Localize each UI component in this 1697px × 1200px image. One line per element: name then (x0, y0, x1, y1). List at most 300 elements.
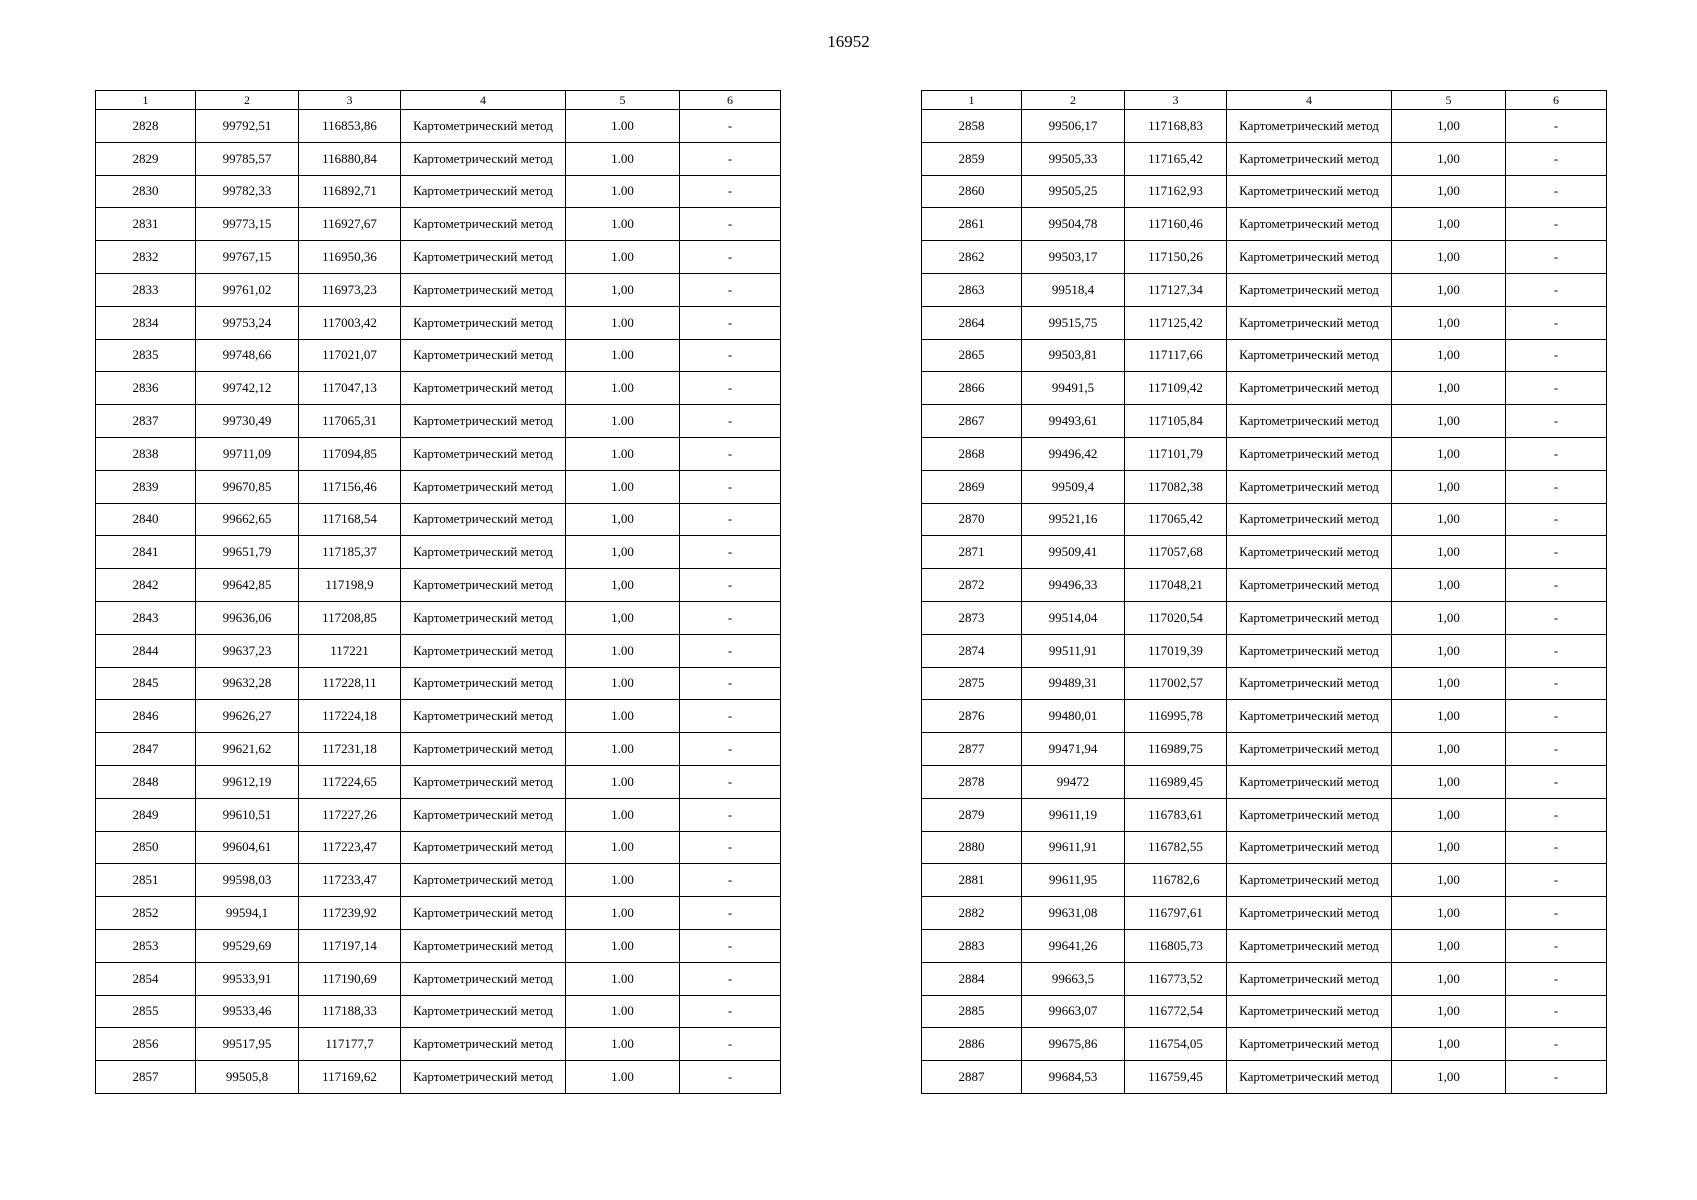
method-cell: Картометрический метод (1227, 1028, 1392, 1061)
method-cell: Картометрический метод (1227, 208, 1392, 241)
y-coordinate-cell: 117165,42 (1125, 142, 1227, 175)
description-cell: - (680, 241, 781, 274)
point-number-cell: 2878 (922, 765, 1022, 798)
x-coordinate-cell: 99642,85 (196, 569, 299, 602)
description-cell: - (1506, 470, 1607, 503)
accuracy-cell: 1,00 (1392, 175, 1506, 208)
point-number-cell: 2854 (96, 962, 196, 995)
y-coordinate-cell: 116853,86 (299, 110, 401, 143)
y-coordinate-cell: 117156,46 (299, 470, 401, 503)
point-number-cell: 2843 (96, 601, 196, 634)
table-row (96, 733, 781, 766)
accuracy-cell: 1.00 (566, 1028, 680, 1061)
accuracy-cell: 1.00 (566, 241, 680, 274)
header-cell: 1 (922, 91, 1022, 110)
y-coordinate-cell: 117125,42 (1125, 306, 1227, 339)
table-row (96, 897, 781, 930)
accuracy-cell: 1.00 (566, 1061, 680, 1094)
accuracy-cell: 1,00 (1392, 864, 1506, 897)
y-coordinate-cell: 117109,42 (1125, 372, 1227, 405)
method-cell: Картометрический метод (401, 142, 566, 175)
accuracy-cell: 1,00 (1392, 306, 1506, 339)
table-row (96, 110, 781, 143)
point-number-cell: 2876 (922, 700, 1022, 733)
method-cell: Картометрический метод (401, 1028, 566, 1061)
accuracy-cell: 1.00 (566, 142, 680, 175)
method-cell: Картометрический метод (401, 372, 566, 405)
x-coordinate-cell: 99504,78 (1022, 208, 1125, 241)
table-row (96, 995, 781, 1028)
point-number-cell: 2875 (922, 667, 1022, 700)
table-row (96, 208, 781, 241)
x-coordinate-cell: 99711,09 (196, 437, 299, 470)
header-cell: 4 (1227, 91, 1392, 110)
table-row (96, 601, 781, 634)
accuracy-cell: 1,00 (1392, 929, 1506, 962)
table-row (96, 241, 781, 274)
coordinates-table-left (95, 90, 781, 1094)
table-row (922, 536, 1607, 569)
header-cell: 6 (1506, 91, 1607, 110)
x-coordinate-cell: 99637,23 (196, 634, 299, 667)
table-row (922, 733, 1607, 766)
method-cell: Картометрический метод (1227, 995, 1392, 1028)
method-cell: Картометрический метод (1227, 897, 1392, 930)
x-coordinate-cell: 99730,49 (196, 405, 299, 438)
point-number-cell: 2855 (96, 995, 196, 1028)
table-row (922, 634, 1607, 667)
x-coordinate-cell: 99662,65 (196, 503, 299, 536)
y-coordinate-cell: 117197,14 (299, 929, 401, 962)
table-row (96, 175, 781, 208)
x-coordinate-cell: 99480,01 (1022, 700, 1125, 733)
accuracy-cell: 1,00 (1392, 667, 1506, 700)
method-cell: Картометрический метод (401, 175, 566, 208)
table-row (922, 110, 1607, 143)
accuracy-cell: 1,00 (1392, 798, 1506, 831)
y-coordinate-cell: 117101,79 (1125, 437, 1227, 470)
point-number-cell: 2880 (922, 831, 1022, 864)
method-cell: Картометрический метод (401, 241, 566, 274)
table-row (96, 372, 781, 405)
accuracy-cell: 1.00 (566, 175, 680, 208)
method-cell: Картометрический метод (1227, 470, 1392, 503)
point-number-cell: 2864 (922, 306, 1022, 339)
table-row (96, 339, 781, 372)
y-coordinate-cell: 117239,92 (299, 897, 401, 930)
point-number-cell: 2851 (96, 864, 196, 897)
point-number-cell: 2848 (96, 765, 196, 798)
y-coordinate-cell: 117057,68 (1125, 536, 1227, 569)
x-coordinate-cell: 99509,41 (1022, 536, 1125, 569)
method-cell: Картометрический метод (401, 110, 566, 143)
description-cell: - (1506, 503, 1607, 536)
description-cell: - (1506, 929, 1607, 962)
description-cell: - (680, 962, 781, 995)
table-row (96, 962, 781, 995)
x-coordinate-cell: 99509,4 (1022, 470, 1125, 503)
point-number-cell: 2863 (922, 273, 1022, 306)
description-cell: - (1506, 536, 1607, 569)
method-cell: Картометрический метод (401, 929, 566, 962)
accuracy-cell: 1,00 (1392, 339, 1506, 372)
method-cell: Картометрический метод (1227, 962, 1392, 995)
y-coordinate-cell: 117094,85 (299, 437, 401, 470)
x-coordinate-cell: 99651,79 (196, 536, 299, 569)
description-cell: - (680, 667, 781, 700)
x-coordinate-cell: 99670,85 (196, 470, 299, 503)
x-coordinate-cell: 99610,51 (196, 798, 299, 831)
accuracy-cell: 1.00 (566, 733, 680, 766)
description-cell: - (1506, 765, 1607, 798)
point-number-cell: 2833 (96, 273, 196, 306)
method-cell: Картометрический метод (401, 569, 566, 602)
table-row (922, 765, 1607, 798)
description-cell: - (680, 372, 781, 405)
accuracy-cell: 1,00 (1392, 569, 1506, 602)
description-cell: - (1506, 897, 1607, 930)
y-coordinate-cell: 117117,66 (1125, 339, 1227, 372)
x-coordinate-cell: 99631,08 (1022, 897, 1125, 930)
x-coordinate-cell: 99598,03 (196, 864, 299, 897)
x-coordinate-cell: 99521,16 (1022, 503, 1125, 536)
method-cell: Картометрический метод (1227, 798, 1392, 831)
method-cell: Картометрический метод (401, 470, 566, 503)
x-coordinate-cell: 99611,19 (1022, 798, 1125, 831)
accuracy-cell: 1,00 (1392, 1028, 1506, 1061)
x-coordinate-cell: 99514,04 (1022, 601, 1125, 634)
method-cell: Картометрический метод (401, 1061, 566, 1094)
x-coordinate-cell: 99663,5 (1022, 962, 1125, 995)
point-number-cell: 2830 (96, 175, 196, 208)
description-cell: - (680, 536, 781, 569)
accuracy-cell: 1,00 (1392, 241, 1506, 274)
x-coordinate-cell: 99503,17 (1022, 241, 1125, 274)
table-row (96, 306, 781, 339)
table-row (922, 700, 1607, 733)
description-cell: - (1506, 1028, 1607, 1061)
point-number-cell: 2862 (922, 241, 1022, 274)
y-coordinate-cell: 116754,05 (1125, 1028, 1227, 1061)
x-coordinate-cell: 99626,27 (196, 700, 299, 733)
point-number-cell: 2844 (96, 634, 196, 667)
table-row (96, 536, 781, 569)
x-coordinate-cell: 99471,94 (1022, 733, 1125, 766)
point-number-cell: 2846 (96, 700, 196, 733)
table-row (922, 962, 1607, 995)
x-coordinate-cell: 99748,66 (196, 339, 299, 372)
table-row (922, 995, 1607, 1028)
table-row (922, 864, 1607, 897)
x-coordinate-cell: 99761,02 (196, 273, 299, 306)
table-row (96, 634, 781, 667)
point-number-cell: 2838 (96, 437, 196, 470)
y-coordinate-cell: 116892,71 (299, 175, 401, 208)
header-cell: 2 (196, 91, 299, 110)
x-coordinate-cell: 99518,4 (1022, 273, 1125, 306)
method-cell: Картометрический метод (1227, 1061, 1392, 1094)
x-coordinate-cell: 99505,8 (196, 1061, 299, 1094)
method-cell: Картометрический метод (401, 405, 566, 438)
point-number-cell: 2882 (922, 897, 1022, 930)
table-row (922, 175, 1607, 208)
table-row (922, 241, 1607, 274)
y-coordinate-cell: 117047,13 (299, 372, 401, 405)
x-coordinate-cell: 99773,15 (196, 208, 299, 241)
method-cell: Картометрический метод (401, 273, 566, 306)
point-number-cell: 2845 (96, 667, 196, 700)
description-cell: - (680, 437, 781, 470)
x-coordinate-cell: 99506,17 (1022, 110, 1125, 143)
header-cell: 5 (566, 91, 680, 110)
coordinates-table-right (921, 90, 1607, 1094)
y-coordinate-cell: 116773,52 (1125, 962, 1227, 995)
accuracy-cell: 1.00 (566, 929, 680, 962)
description-cell: - (680, 273, 781, 306)
accuracy-cell: 1,00 (566, 503, 680, 536)
point-number-cell: 2881 (922, 864, 1022, 897)
y-coordinate-cell: 116805,73 (1125, 929, 1227, 962)
table-row (922, 405, 1607, 438)
accuracy-cell: 1.00 (566, 110, 680, 143)
accuracy-cell: 1.00 (566, 962, 680, 995)
description-cell: - (680, 897, 781, 930)
x-coordinate-cell: 99533,91 (196, 962, 299, 995)
method-cell: Картометрический метод (401, 601, 566, 634)
accuracy-cell: 1,00 (1392, 110, 1506, 143)
point-number-cell: 2861 (922, 208, 1022, 241)
accuracy-cell: 1,00 (1392, 503, 1506, 536)
table-row (922, 667, 1607, 700)
y-coordinate-cell: 117224,18 (299, 700, 401, 733)
method-cell: Картометрический метод (401, 864, 566, 897)
description-cell: - (1506, 733, 1607, 766)
description-cell: - (1506, 437, 1607, 470)
accuracy-cell: 1.00 (566, 208, 680, 241)
table-row (96, 470, 781, 503)
accuracy-cell: 1.00 (566, 372, 680, 405)
method-cell: Картометрический метод (1227, 765, 1392, 798)
method-cell: Картометрический метод (1227, 241, 1392, 274)
table-row (96, 864, 781, 897)
table-row (922, 470, 1607, 503)
accuracy-cell: 1,00 (1392, 405, 1506, 438)
x-coordinate-cell: 99785,57 (196, 142, 299, 175)
x-coordinate-cell: 99472 (1022, 765, 1125, 798)
point-number-cell: 2829 (96, 142, 196, 175)
table-row (96, 1061, 781, 1094)
point-number-cell: 2850 (96, 831, 196, 864)
x-coordinate-cell: 99505,33 (1022, 142, 1125, 175)
table-row (922, 929, 1607, 962)
y-coordinate-cell: 117208,85 (299, 601, 401, 634)
y-coordinate-cell: 116973,23 (299, 273, 401, 306)
x-coordinate-cell: 99517,95 (196, 1028, 299, 1061)
description-cell: - (1506, 1061, 1607, 1094)
header-cell: 3 (1125, 91, 1227, 110)
table-row (922, 437, 1607, 470)
y-coordinate-cell: 117065,42 (1125, 503, 1227, 536)
method-cell: Картометрический метод (401, 536, 566, 569)
description-cell: - (680, 634, 781, 667)
point-number-cell: 2879 (922, 798, 1022, 831)
description-cell: - (680, 700, 781, 733)
description-cell: - (680, 1028, 781, 1061)
y-coordinate-cell: 116995,78 (1125, 700, 1227, 733)
y-coordinate-cell: 117190,69 (299, 962, 401, 995)
method-cell: Картометрический метод (401, 306, 566, 339)
table-row (96, 667, 781, 700)
description-cell: - (680, 1061, 781, 1094)
description-cell: - (680, 733, 781, 766)
method-cell: Картометрический метод (401, 667, 566, 700)
description-cell: - (680, 208, 781, 241)
y-coordinate-cell: 117019,39 (1125, 634, 1227, 667)
accuracy-cell: 1.00 (566, 306, 680, 339)
y-coordinate-cell: 116950,36 (299, 241, 401, 274)
y-coordinate-cell: 117003,42 (299, 306, 401, 339)
accuracy-cell: 1,00 (566, 601, 680, 634)
y-coordinate-cell: 116989,75 (1125, 733, 1227, 766)
description-cell: - (1506, 798, 1607, 831)
accuracy-cell: 1.00 (566, 798, 680, 831)
point-number-cell: 2836 (96, 372, 196, 405)
y-coordinate-cell: 117065,31 (299, 405, 401, 438)
x-coordinate-cell: 99684,53 (1022, 1061, 1125, 1094)
table-row (96, 700, 781, 733)
description-cell: - (680, 503, 781, 536)
table-row (96, 273, 781, 306)
description-cell: - (1506, 339, 1607, 372)
accuracy-cell: 1.00 (566, 864, 680, 897)
method-cell: Картометрический метод (401, 208, 566, 241)
method-cell: Картометрический метод (401, 765, 566, 798)
header-cell: 5 (1392, 91, 1506, 110)
point-number-cell: 2842 (96, 569, 196, 602)
method-cell: Картометрический метод (1227, 339, 1392, 372)
accuracy-cell: 1.00 (566, 634, 680, 667)
method-cell: Картометрический метод (1227, 142, 1392, 175)
x-coordinate-cell: 99496,33 (1022, 569, 1125, 602)
point-number-cell: 2874 (922, 634, 1022, 667)
method-cell: Картометрический метод (1227, 864, 1392, 897)
table-row (922, 798, 1607, 831)
y-coordinate-cell: 117227,26 (299, 798, 401, 831)
accuracy-cell: 1,00 (1392, 437, 1506, 470)
y-coordinate-cell: 117188,33 (299, 995, 401, 1028)
method-cell: Картометрический метод (401, 831, 566, 864)
x-coordinate-cell: 99491,5 (1022, 372, 1125, 405)
description-cell: - (680, 470, 781, 503)
method-cell: Картометрический метод (1227, 110, 1392, 143)
header-cell: 1 (96, 91, 196, 110)
method-cell: Картометрический метод (1227, 733, 1392, 766)
x-coordinate-cell: 99621,62 (196, 733, 299, 766)
y-coordinate-cell: 116772,54 (1125, 995, 1227, 1028)
method-cell: Картометрический метод (401, 700, 566, 733)
table-row (922, 142, 1607, 175)
accuracy-cell: 1.00 (566, 831, 680, 864)
table-row (96, 798, 781, 831)
x-coordinate-cell: 99503,81 (1022, 339, 1125, 372)
table-row (96, 569, 781, 602)
y-coordinate-cell: 117021,07 (299, 339, 401, 372)
point-number-cell: 2849 (96, 798, 196, 831)
description-cell: - (1506, 667, 1607, 700)
method-cell: Картометрический метод (1227, 667, 1392, 700)
y-coordinate-cell: 117198,9 (299, 569, 401, 602)
header-cell: 4 (401, 91, 566, 110)
point-number-cell: 2869 (922, 470, 1022, 503)
x-coordinate-cell: 99533,46 (196, 995, 299, 1028)
y-coordinate-cell: 117048,21 (1125, 569, 1227, 602)
x-coordinate-cell: 99675,86 (1022, 1028, 1125, 1061)
point-number-cell: 2840 (96, 503, 196, 536)
point-number-cell: 2870 (922, 503, 1022, 536)
y-coordinate-cell: 116782,55 (1125, 831, 1227, 864)
accuracy-cell: 1,00 (1392, 995, 1506, 1028)
method-cell: Картометрический метод (1227, 929, 1392, 962)
method-cell: Картометрический метод (1227, 273, 1392, 306)
accuracy-cell: 1.00 (566, 405, 680, 438)
table-row (96, 929, 781, 962)
table-row (922, 273, 1607, 306)
description-cell: - (680, 864, 781, 897)
description-cell: - (680, 405, 781, 438)
table-row (922, 372, 1607, 405)
x-coordinate-cell: 99792,51 (196, 110, 299, 143)
description-cell: - (680, 798, 781, 831)
method-cell: Картометрический метод (1227, 405, 1392, 438)
point-number-cell: 2886 (922, 1028, 1022, 1061)
y-coordinate-cell: 116880,84 (299, 142, 401, 175)
point-number-cell: 2868 (922, 437, 1022, 470)
y-coordinate-cell: 116759,45 (1125, 1061, 1227, 1094)
table-header-row (96, 91, 781, 110)
x-coordinate-cell: 99782,33 (196, 175, 299, 208)
table-row (96, 1028, 781, 1061)
point-number-cell: 2837 (96, 405, 196, 438)
header-cell: 3 (299, 91, 401, 110)
description-cell: - (680, 601, 781, 634)
point-number-cell: 2877 (922, 733, 1022, 766)
method-cell: Картометрический метод (401, 503, 566, 536)
y-coordinate-cell: 116927,67 (299, 208, 401, 241)
y-coordinate-cell: 117105,84 (1125, 405, 1227, 438)
x-coordinate-cell: 99489,31 (1022, 667, 1125, 700)
header-cell: 6 (680, 91, 781, 110)
x-coordinate-cell: 99742,12 (196, 372, 299, 405)
y-coordinate-cell: 117127,34 (1125, 273, 1227, 306)
method-cell: Картометрический метод (1227, 372, 1392, 405)
x-coordinate-cell: 99767,15 (196, 241, 299, 274)
point-number-cell: 2871 (922, 536, 1022, 569)
description-cell: - (1506, 273, 1607, 306)
x-coordinate-cell: 99612,19 (196, 765, 299, 798)
table-row (922, 208, 1607, 241)
point-number-cell: 2835 (96, 339, 196, 372)
accuracy-cell: 1.00 (566, 437, 680, 470)
x-coordinate-cell: 99496,42 (1022, 437, 1125, 470)
table-row (922, 897, 1607, 930)
table-row (922, 601, 1607, 634)
description-cell: - (1506, 962, 1607, 995)
method-cell: Картометрический метод (1227, 175, 1392, 208)
y-coordinate-cell: 117002,57 (1125, 667, 1227, 700)
description-cell: - (680, 831, 781, 864)
method-cell: Картометрический метод (1227, 503, 1392, 536)
x-coordinate-cell: 99493,61 (1022, 405, 1125, 438)
